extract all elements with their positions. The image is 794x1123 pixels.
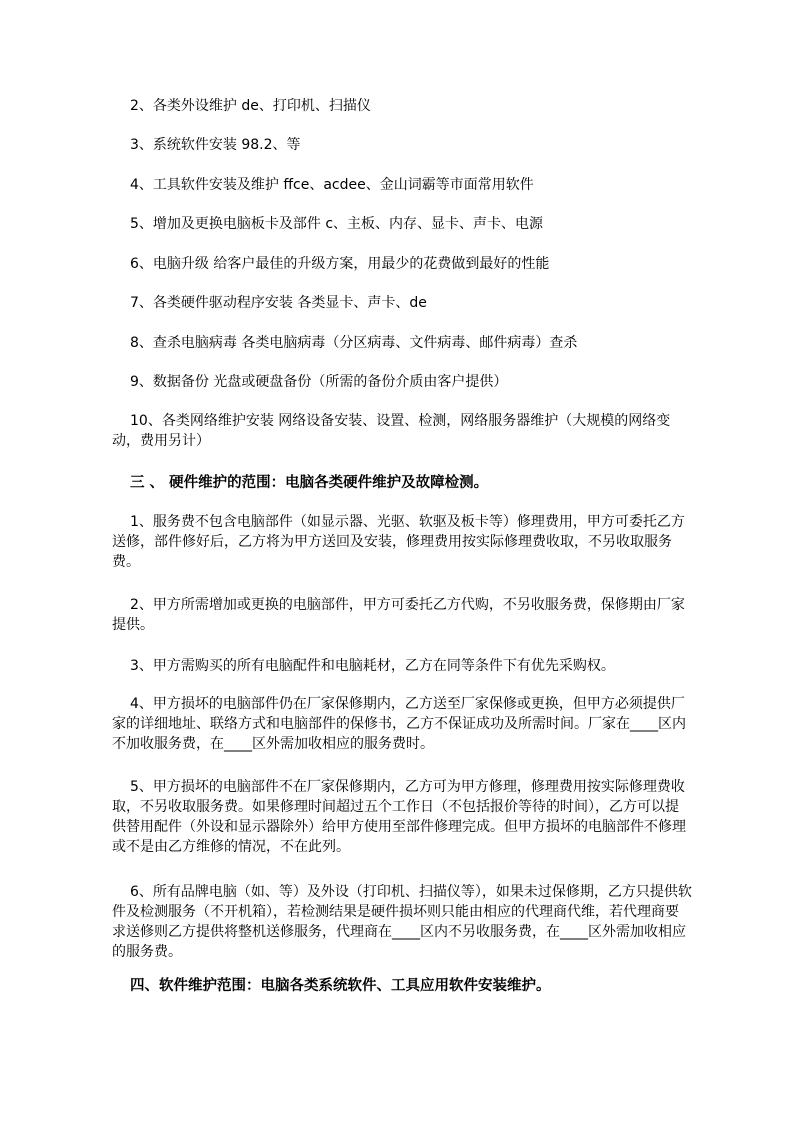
list-item-computer-upgrade: 6、电脑升级 给客户最佳的升级方案，用最少的花费做到最好的性能 [130,256,550,272]
paragraph-priority-purchase: 3、甲方需购买的所有电脑配件和电脑耗材，乙方在同等条件下有优先采购权。 [130,658,615,674]
list-item-tool-software: 4、工具软件安装及维护 ffce、acdee、金山词霸等市面常用软件 [130,177,534,193]
paragraph-warranty-repair: 4、甲方损坏的电脑部件仍在厂家保修期内，乙方送至厂家保修或更换，但甲方必须提供厂家的详细地址、联络方式和电脑部件的保修书，乙方不保证成功及所需时间。厂家在____区内不加收服务费，在____区外需加收相应的服务费时。 [112,696,686,752]
list-item-virus-removal: 8、查杀电脑病毒 各类电脑病毒（分区病毒、文件病毒、邮件病毒）查杀 [130,335,578,351]
paragraph-out-of-warranty: 5、甲方损坏的电脑部件不在厂家保修期内，乙方可为甲方修理，修理费用按实际修理费收取，不另收取服务费。如果修理时间超过五个工作日（不包括报价等待的时间），乙方可以提供替用配件（外设和显示器除外）给甲方使用至部件修理完成。但甲方损坏的电脑部件不修理或不是由乙方维修的情况，不在此列。 [112,779,686,855]
paragraph-service-fee: 1、服务费不包含电脑部件（如显示器、光驱、软驱及板卡等）修理费用，甲方可委托乙方送修，部件修好后，乙方将为甲方送回及安装，修理费用按实际修理费收取，不另收取服务费。 [112,514,685,570]
list-item-driver-install: 7、各类硬件驱动程序安装 各类显卡、声卡、de [130,295,427,311]
list-item-board-replacement: 5、增加及更换电脑板卡及部件 c、主板、内存、显卡、声卡、电源 [130,216,544,232]
paragraph-parts-purchase: 2、甲方所需增加或更换的电脑部件，甲方可委托乙方代购，不另收服务费，保修期由厂家提供。 [112,597,685,633]
list-item-network-maintenance: 10、各类网络维护安装 网络设备安装、设置、检测，网络服务器维护（大规模的网络变动，费用另计） [112,413,671,449]
paragraph-brand-computers: 6、所有品牌电脑（如、等）及外设（打印机、扫描仪等），如果未过保修期，乙方只提供软件及检测服务（不开机箱），若检测结果是硬件损坏则只能由相应的代理商代维，若代理商要求送修则乙方提供将整机送修服务，代理商在____区内不另收服务费，在____区外需加收相应的服务费。 [112,884,692,960]
list-item-peripheral-maintenance: 2、各类外设维护 de、打印机、扫描仪 [130,98,371,114]
list-item-data-backup: 9、数据备份 光盘或硬盘备份（所需的备份介质由客户提供） [130,374,508,390]
section-heading-hardware: 三 、 硬件维护的范围：电脑各类硬件维护及故障检测。 [130,475,489,491]
section-heading-software: 四、软件维护范围：电脑各类系统软件、工具应用软件安装维护。 [130,978,551,994]
list-item-system-software: 3、系统软件安装 98.2、等 [130,137,301,153]
